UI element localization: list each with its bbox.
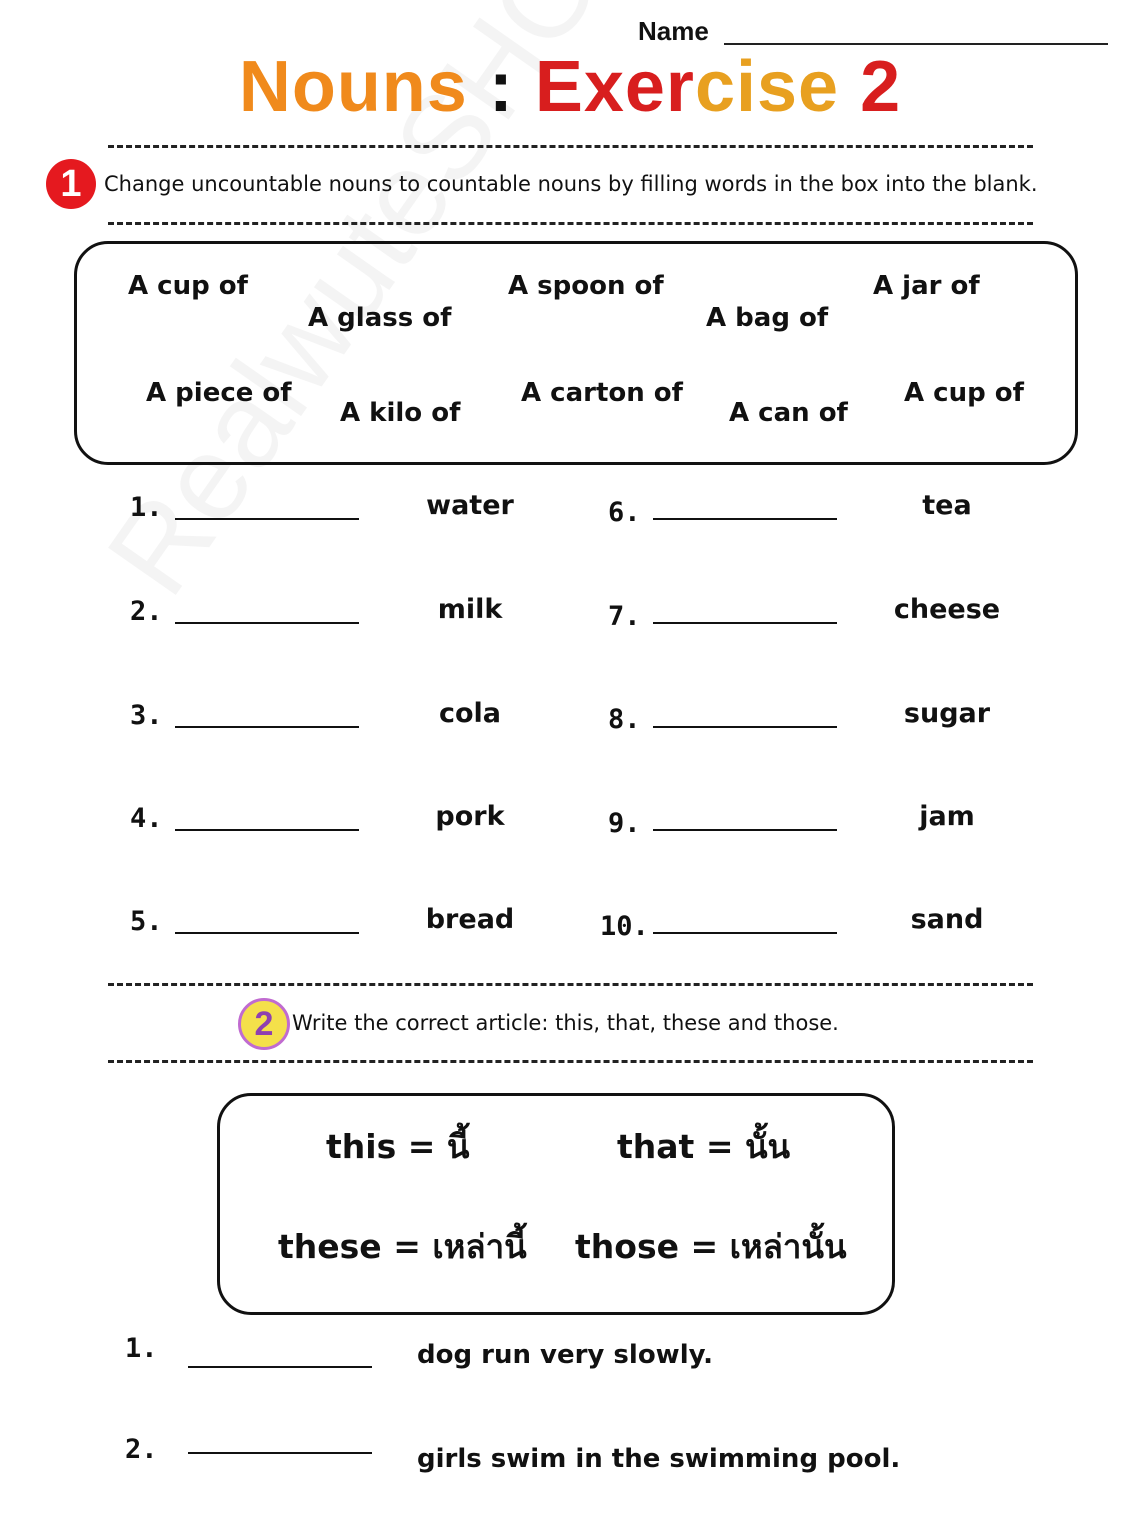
noun-label: water <box>426 490 514 521</box>
item-number: 1. <box>130 492 163 523</box>
noun-label: jam <box>919 801 975 832</box>
word-box-item: A can of <box>729 398 848 428</box>
answer-blank[interactable] <box>175 622 359 624</box>
article-thai: เหล่านี้ <box>432 1227 527 1266</box>
article-en: that <box>617 1127 695 1166</box>
noun-label: milk <box>437 594 503 625</box>
item-number: 2. <box>130 596 163 627</box>
section2-instruction: Write the correct article: this, that, these and those. <box>292 1011 839 1035</box>
word-box-item: A glass of <box>308 303 452 333</box>
article-that <box>617 1120 790 1173</box>
noun-label: tea <box>922 490 972 521</box>
item-number: 9. <box>608 808 641 839</box>
word-box-item: A kilo of <box>340 398 461 428</box>
title-part4: 2 <box>839 47 902 127</box>
word-box-item: A jar of <box>873 271 980 301</box>
item-number: 1. <box>125 1333 158 1364</box>
item-number: 4. <box>130 803 163 834</box>
item-number: 2. <box>125 1434 158 1465</box>
answer-blank[interactable] <box>188 1452 372 1454</box>
word-box-item: A cup of <box>904 378 1024 408</box>
article-en: this <box>326 1127 397 1166</box>
item-number: 6. <box>608 497 641 528</box>
article-equals: = <box>690 1227 719 1266</box>
article-equals: = <box>407 1127 436 1166</box>
word-box-item: A spoon of <box>508 271 664 301</box>
item-number: 10. <box>600 911 649 942</box>
section1-instruction: Change uncountable nouns to countable nouns by filling words in the box into the blank. <box>104 172 1038 196</box>
noun-label: bread <box>425 904 515 935</box>
divider <box>108 983 1033 986</box>
divider <box>108 1060 1033 1063</box>
answer-blank[interactable] <box>175 932 359 934</box>
answer-blank[interactable] <box>175 518 359 520</box>
answer-blank[interactable] <box>653 829 837 831</box>
article-box <box>217 1093 895 1315</box>
item-number: 3. <box>130 700 163 731</box>
divider <box>108 145 1033 148</box>
sentence-text: dog run very slowly. <box>417 1340 714 1370</box>
noun-label: sand <box>910 904 984 935</box>
word-box-item: A piece of <box>146 378 292 408</box>
article-those <box>575 1220 847 1273</box>
title-sep: : <box>467 47 535 127</box>
noun-label: sugar <box>903 698 991 729</box>
section2-badge: 2 <box>238 998 290 1050</box>
answer-blank[interactable] <box>188 1366 372 1368</box>
article-en: those <box>575 1227 679 1266</box>
article-equals: = <box>393 1227 421 1266</box>
divider <box>108 222 1033 225</box>
item-number: 8. <box>608 704 641 735</box>
word-box-item: A cup of <box>128 271 248 301</box>
answer-blank[interactable] <box>653 518 837 520</box>
sentence-text: girls swim in the swimming pool. <box>417 1444 901 1474</box>
noun-label: pork <box>435 801 505 832</box>
answer-blank[interactable] <box>653 932 837 934</box>
article-this <box>326 1120 469 1173</box>
answer-blank[interactable] <box>175 726 359 728</box>
item-number: 5. <box>130 906 163 937</box>
name-input-line[interactable] <box>724 43 1108 45</box>
answer-blank[interactable] <box>175 829 359 831</box>
word-box-item: A bag of <box>706 303 829 333</box>
page-title <box>0 46 1140 128</box>
title-part3: cise <box>694 47 840 127</box>
article-these <box>278 1220 527 1273</box>
noun-label: cheese <box>893 594 1001 625</box>
answer-blank[interactable] <box>653 622 837 624</box>
article-thai: เหล่านั้น <box>729 1227 847 1266</box>
article-equals: = <box>705 1127 734 1166</box>
section1-badge: 1 <box>46 159 96 209</box>
word-box-item: A carton of <box>521 378 683 408</box>
article-thai: นี้ <box>446 1127 470 1166</box>
article-en: these <box>278 1227 382 1266</box>
title-part1: Nouns <box>238 47 468 127</box>
name-label: Name <box>638 16 709 46</box>
answer-blank[interactable] <box>653 726 837 728</box>
noun-label: cola <box>438 698 502 729</box>
title-part2: Exer <box>534 47 695 127</box>
item-number: 7. <box>608 601 641 632</box>
article-thai: นั้น <box>744 1127 791 1166</box>
